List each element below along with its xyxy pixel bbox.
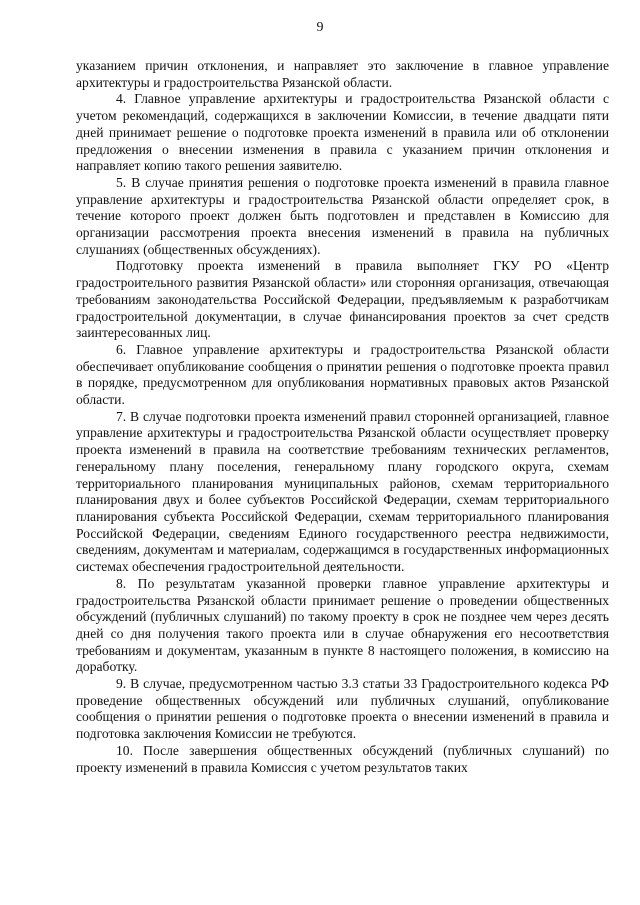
paragraph-item-10: 10. После завершения общественных обсуждений (публичных слушаний) по проекту изменений в правила Комиссия с учетом результатов таких [76, 742, 609, 775]
paragraph-item-4: 4. Главное управление архитектуры и градостроительства Рязанской области с учетом рекомендаций, содержащихся в заключении Комиссии, в течение двадцати пяти дней принимает решение о подготовке проекта изменений в правила или об отклонении предложения о внесении изменения в правила с указанием причин отклонения и направляет копию такого решения заявителю. [76, 91, 609, 174]
paragraph-item-6: 6. Главное управление архитектуры и градостроительства Рязанской области обеспечивает опубликование сообщения о принятии решения о подготовке проекта правил в порядке, предусмотренном для опубликования нормативных правовых актов Рязанской области. [76, 341, 609, 408]
paragraph-item-7: 7. В случае подготовки проекта изменений правил сторонней организацией, главное управление архитектуры и градостроительства Рязанской области осуществляет проверку проекта изменений в правила на соответствие требованиям технических регламентов, генеральному плану поселения, генеральному плану городского округа, схемам территориального планирования муниципальных районов, схемам территориального планирования двух и более субъектов Российской Федерации, схемам территориального планирования субъекта Российской Федерации, схемам территориального планирования Российской Федерации, сведениям Единого государственного реестра недвижимости, сведениям, документам и материалам, содержащимся в государственных информационных системах обеспечения градостроительной деятельности. [76, 408, 609, 575]
paragraph-item-9: 9. В случае, предусмотренном частью 3.3 статьи 33 Градостроительного кодекса РФ проведение общественных обсуждений или публичных слушаний, опубликование сообщения о принятии решения о подготовке проекта о внесении изменений в правила и подготовка заключения Комиссии не требуются. [76, 676, 609, 742]
paragraph-item-5-subparagraph: Подготовку проекта изменений в правила выполняет ГКУ РО «Центр градостроительного развития Рязанской области» или сторонняя организация, отвечающая требованиям законодательства Российской Федерации, предъявляемым к разработчикам градостроительной документации, в случае финансирования проектов за счет средств заинтересованных лиц. [76, 258, 609, 341]
paragraph-item-5: 5. В случае принятия решения о подготовке проекта изменений в правила главное управление архитектуры и градостроительства Рязанской области определяет срок, в течение которого проект должен быть подготовлен и представлен в Комиссию для организации рассмотрения проекта внесения изменений в правила на публичных слушаниях (общественных обсуждениях). [76, 174, 609, 257]
page-number: 9 [316, 20, 324, 35]
paragraph-item-8: 8. По результатам указанной проверки главное управление архитектуры и градостроительства Рязанской области принимает решение о проведении общественных обсуждений (публичных слушаний) по такому проекту в срок не позднее чем через десять дней со дня получения такого проекта или в случае обнаружения его несоответствия требованиям и документам, указанным в пункте 8 настоящего положения, в комиссию на доработку. [76, 575, 609, 675]
paragraph-continuation: указанием причин отклонения, и направляет это заключение в главное управление архитектуры и градостроительства Рязанской области. [76, 58, 609, 90]
document-body [76, 58, 609, 776]
